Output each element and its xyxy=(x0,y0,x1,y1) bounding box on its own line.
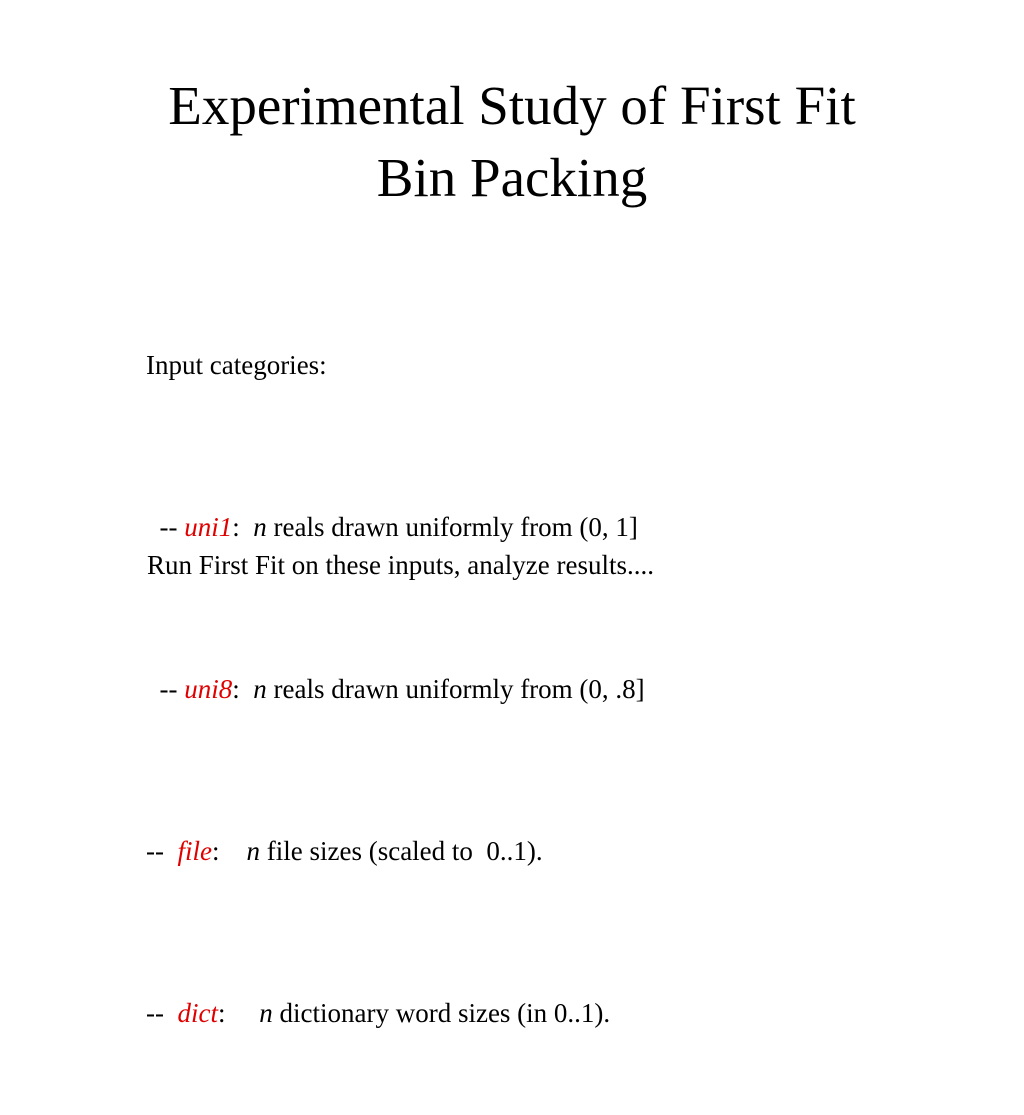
item-description: dictionary word sizes (in 0..1). xyxy=(272,998,611,1028)
item-colon: : xyxy=(211,836,247,866)
item-colon: : xyxy=(232,674,254,704)
item-variable: n xyxy=(253,674,267,704)
category-name: file xyxy=(177,836,212,866)
category-name: uni8 xyxy=(184,674,233,704)
item-variable: n xyxy=(259,998,273,1028)
category-item-dict xyxy=(146,993,645,1034)
item-prefix: -- xyxy=(146,674,185,704)
item-description: reals drawn uniformly from (0, .8] xyxy=(266,674,645,704)
category-name: dict xyxy=(177,998,218,1028)
category-item-uni8 xyxy=(146,669,645,710)
item-prefix: -- xyxy=(146,998,178,1028)
item-description: reals drawn uniformly from (0, 1] xyxy=(266,512,638,542)
title-line-2: Bin Packing xyxy=(376,147,648,208)
slide-title xyxy=(0,70,1024,214)
item-description: file sizes (scaled to 0..1). xyxy=(260,836,543,866)
category-item-uni1 xyxy=(146,507,645,548)
item-prefix: -- xyxy=(146,512,185,542)
input-categories-block xyxy=(146,264,645,1115)
item-variable: n xyxy=(253,512,267,542)
item-variable: n xyxy=(246,836,260,866)
title-line-1: Experimental Study of First Fit xyxy=(168,75,856,136)
category-item-file xyxy=(146,831,645,872)
item-prefix: -- xyxy=(146,836,178,866)
item-colon: : xyxy=(232,512,254,542)
item-colon: : xyxy=(217,998,260,1028)
categories-heading: Input categories: xyxy=(146,350,327,380)
footer-text: Run First Fit on these inputs, analyze results.... xyxy=(147,550,654,580)
category-name: uni1 xyxy=(184,512,233,542)
